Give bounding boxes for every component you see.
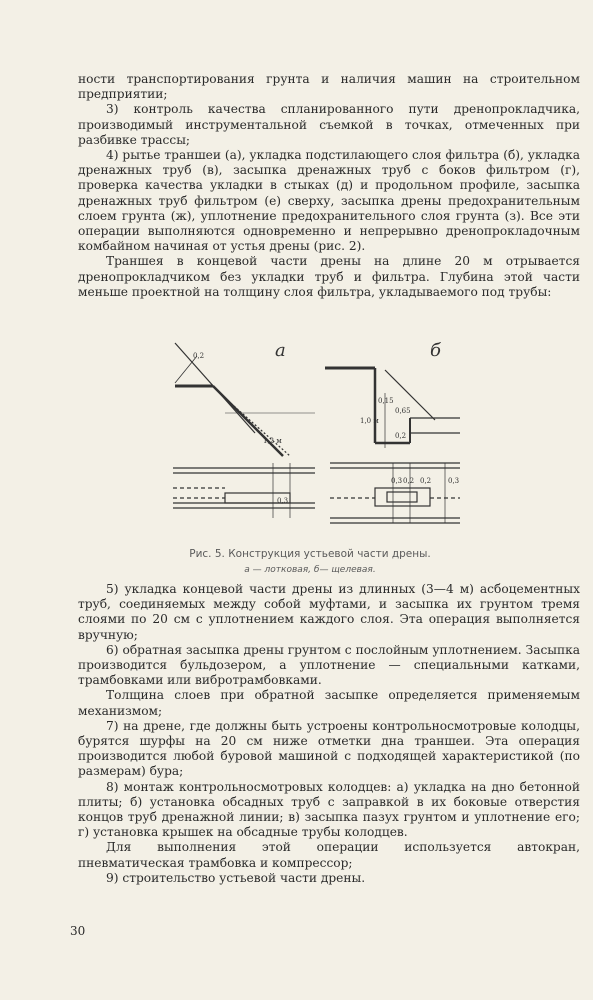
dimension-label: 0,2 [403,477,415,485]
paragraph: Траншея в концевой части дрены на длине 20 м отрывается дренопрокладчиком без укладки труб и фильтра. Глубина этой части меньше проектной на толщину слоя фильтра, укладываемого под трубы: [78,254,580,299]
paragraph: 3) контроль качества спланированного пути дренопрокладчика, производимый инструментальной съемкой в точках, отмеченных при разбивке трассы; [78,102,580,147]
paragraph: 8) монтаж контрольносмотровых колодцев: а) укладка на дно бетонной плиты; б) установка обсадных труб с заправкой в их боковые отверстия концов труб дренажной линии; в) засыпка пазух грунтом и уплотнение его; г) установка крышек на обсадные трубы колодцев. [78,779,580,840]
drain-outlet-figure [165,338,465,548]
paragraph: Для выполнения этой операции используется автокран, пневматическая трамбовка и компрессор; [78,840,580,870]
dimension-label: 0,3 [391,477,403,485]
paragraph: 5) укладка концевой части дрены из длинных (3—4 м) асбоцементных труб, соединяемых между собой муфтами, и засыпка их грунтом тремя слоями по 20 см с уплотнением каждого слоя. Эта операция выполняется вручную; [78,582,580,642]
dimension-label: 0,2 [420,477,432,485]
page-number: 30 [70,924,86,938]
paragraph: 6) обратная засыпка дрены грунтом с послойным уплотнением. Засыпка производится бульдозером, а уплотнение — специальными катками, трамбовками или вибротрамбовками. [78,642,580,688]
dimension-label: 0,65 [395,407,411,415]
paragraph: 4) рытье траншеи (а), укладка подстилающего слоя фильтра (б), укладка дренажных труб (в), засыпка дренажных труб с боков фильтром (г), проверка качества укладки в стыках (д) и продольном профиле, засыпка дренажных труб фильтром (е) сверху, засыпка дрены предохранительным слоем грунта (ж), уплотнение предохранительного слоя грунта (з). Все эти операции выполняются одновременно и непрерывно дренопрокладочным комбайном начиная от устья дрены (рис. 2). [78,148,580,254]
figure-caption: Рис. 5. Конструкция устьевой части дрены. [189,548,431,560]
figure-b-plan [330,463,460,523]
dimension-label: 0,15 [378,397,394,405]
figure-b-section [325,368,460,448]
dimension-label: 0,3 [277,497,289,505]
dimension-label: 0,3 [448,477,460,485]
paragraph: 9) строительство устьевой части дрены. [106,870,366,885]
text-block-bottom [78,582,580,886]
dimension-label: 1,2 м [263,437,282,445]
dimension-label: 0,2 [395,432,407,440]
figure-label-b: б [430,340,441,361]
dimension-label: 1,0 м [360,417,379,425]
paragraph: 7) на дрене, где должны быть устроены контрольносмотровые колодцы, бурятся шурфы на 20 см ниже отметки дна траншеи. Эта операция производится любой буровой машиной с подходящей характеристикой (по размерам) бура; [78,718,580,779]
figure-subcaption: а — лотковая, б— щелевая. [244,565,376,575]
paragraph: ности транспортирования грунта и наличия машин на строительном предприятии; [78,72,580,102]
figure-a-plan [173,463,315,518]
paragraph: Толщина слоев при обратной засыпке определяется применяемым механизмом; [78,688,580,718]
text-block-top [78,72,580,300]
figure-label-a: а [275,340,286,361]
dimension-label: 0,2 [193,352,205,360]
